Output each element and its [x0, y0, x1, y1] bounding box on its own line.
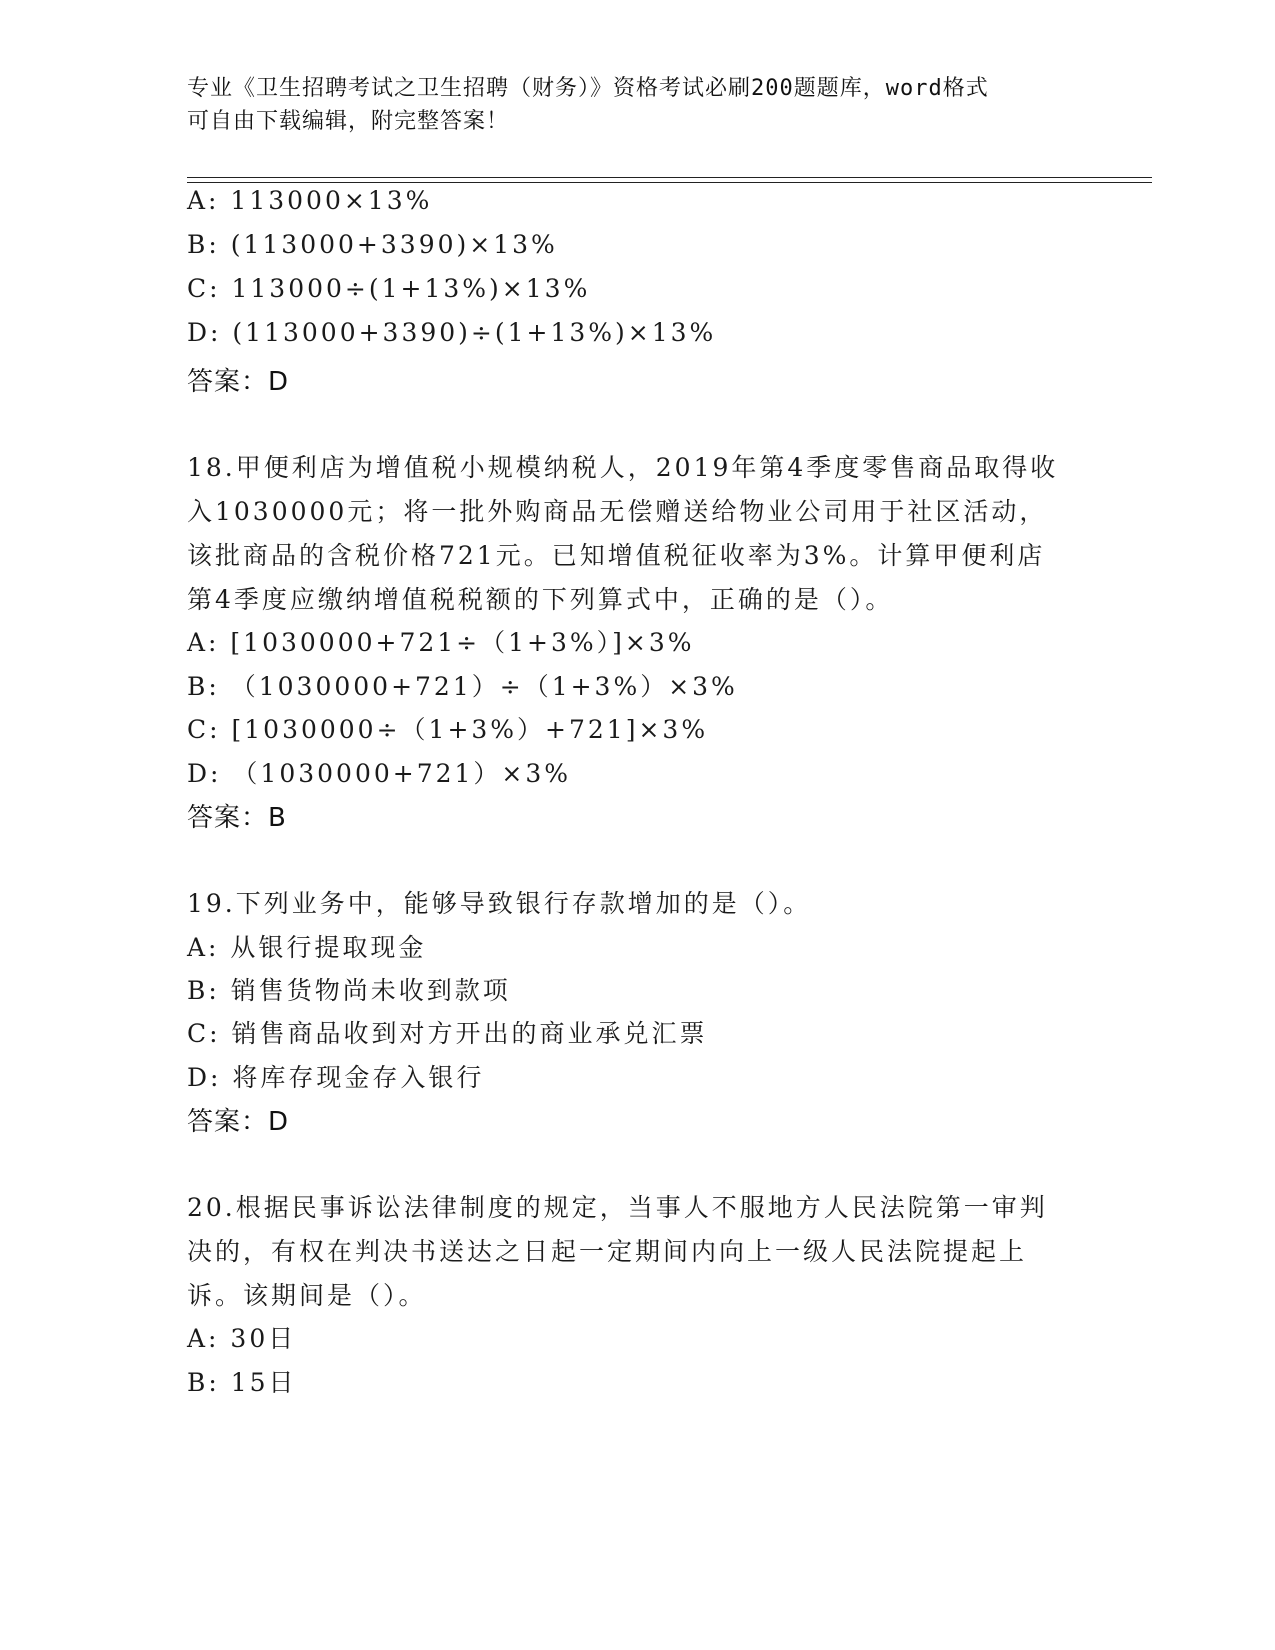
q20-option-a: A: 30日 — [187, 1324, 297, 1353]
q18-option-b: B: （1030000+721）÷（1+3%）×3% — [187, 672, 738, 701]
q18-option-c: C: [1030000÷（1+3%）+721]×3% — [187, 715, 709, 744]
q20-stem-line-3: 诉。该期间是（）。 — [187, 1281, 427, 1310]
q19-answer: 答案：D — [187, 1107, 290, 1137]
q20-option-b: B: 15日 — [187, 1368, 297, 1397]
q19-stem-line-1: 19.下列业务中，能够导致银行存款增加的是（）。 — [187, 889, 812, 918]
q18-option-d: D: （1030000+721）×3% — [187, 759, 572, 788]
q19-option-c: C: 销售商品收到对方开出的商业承兑汇票 — [187, 1019, 708, 1048]
q17-option-c: C: 113000÷(1+13%)×13% — [187, 274, 591, 303]
header-divider-top — [187, 177, 1152, 178]
q20-stem-line-1: 20.根据民事诉讼法律制度的规定，当事人不服地方人民法院第一审判 — [187, 1193, 1048, 1222]
q20-stem-line-2: 决的，有权在判决书送达之日起一定期间内向上一级人民法院提起上 — [187, 1237, 1028, 1266]
q17-option-b: B: (113000+3390)×13% — [187, 230, 558, 259]
header-line-2: 可自由下载编辑，附完整答案！ — [187, 109, 510, 134]
q18-stem-line-2: 入1030000元；将一批外购商品无偿赠送给物业公司用于社区活动， — [187, 497, 1048, 526]
q18-option-a: A: [1030000+721÷（1+3%）]×3% — [187, 628, 695, 657]
q18-stem-line-4: 第4季度应缴纳增值税税额的下列算式中，正确的是（）。 — [187, 585, 894, 614]
header-divider-bottom — [187, 182, 1152, 183]
q19-option-a: A: 从银行提取现金 — [187, 933, 427, 962]
q19-option-b: B: 销售货物尚未收到款项 — [187, 976, 511, 1005]
q18-stem-line-1: 18.甲便利店为增值税小规模纳税人，2019年第4季度零售商品取得收 — [187, 453, 1059, 482]
header-line-1: 专业《卫生招聘考试之卫生招聘（财务）》资格考试必刷200题题库，word格式 — [187, 76, 989, 101]
q19-option-d: D: 将库存现金存入银行 — [187, 1063, 485, 1092]
document-header — [187, 72, 1067, 138]
q18-answer: 答案：B — [187, 803, 287, 833]
q17-option-a: A: 113000×13% — [187, 186, 433, 215]
q17-answer: 答案：D — [187, 367, 290, 397]
q18-stem-line-3: 该批商品的含税价格721元。已知增值税征收率为3%。计算甲便利店 — [187, 541, 1046, 570]
q17-option-d: D: (113000+3390)÷(1+13%)×13% — [187, 318, 717, 347]
